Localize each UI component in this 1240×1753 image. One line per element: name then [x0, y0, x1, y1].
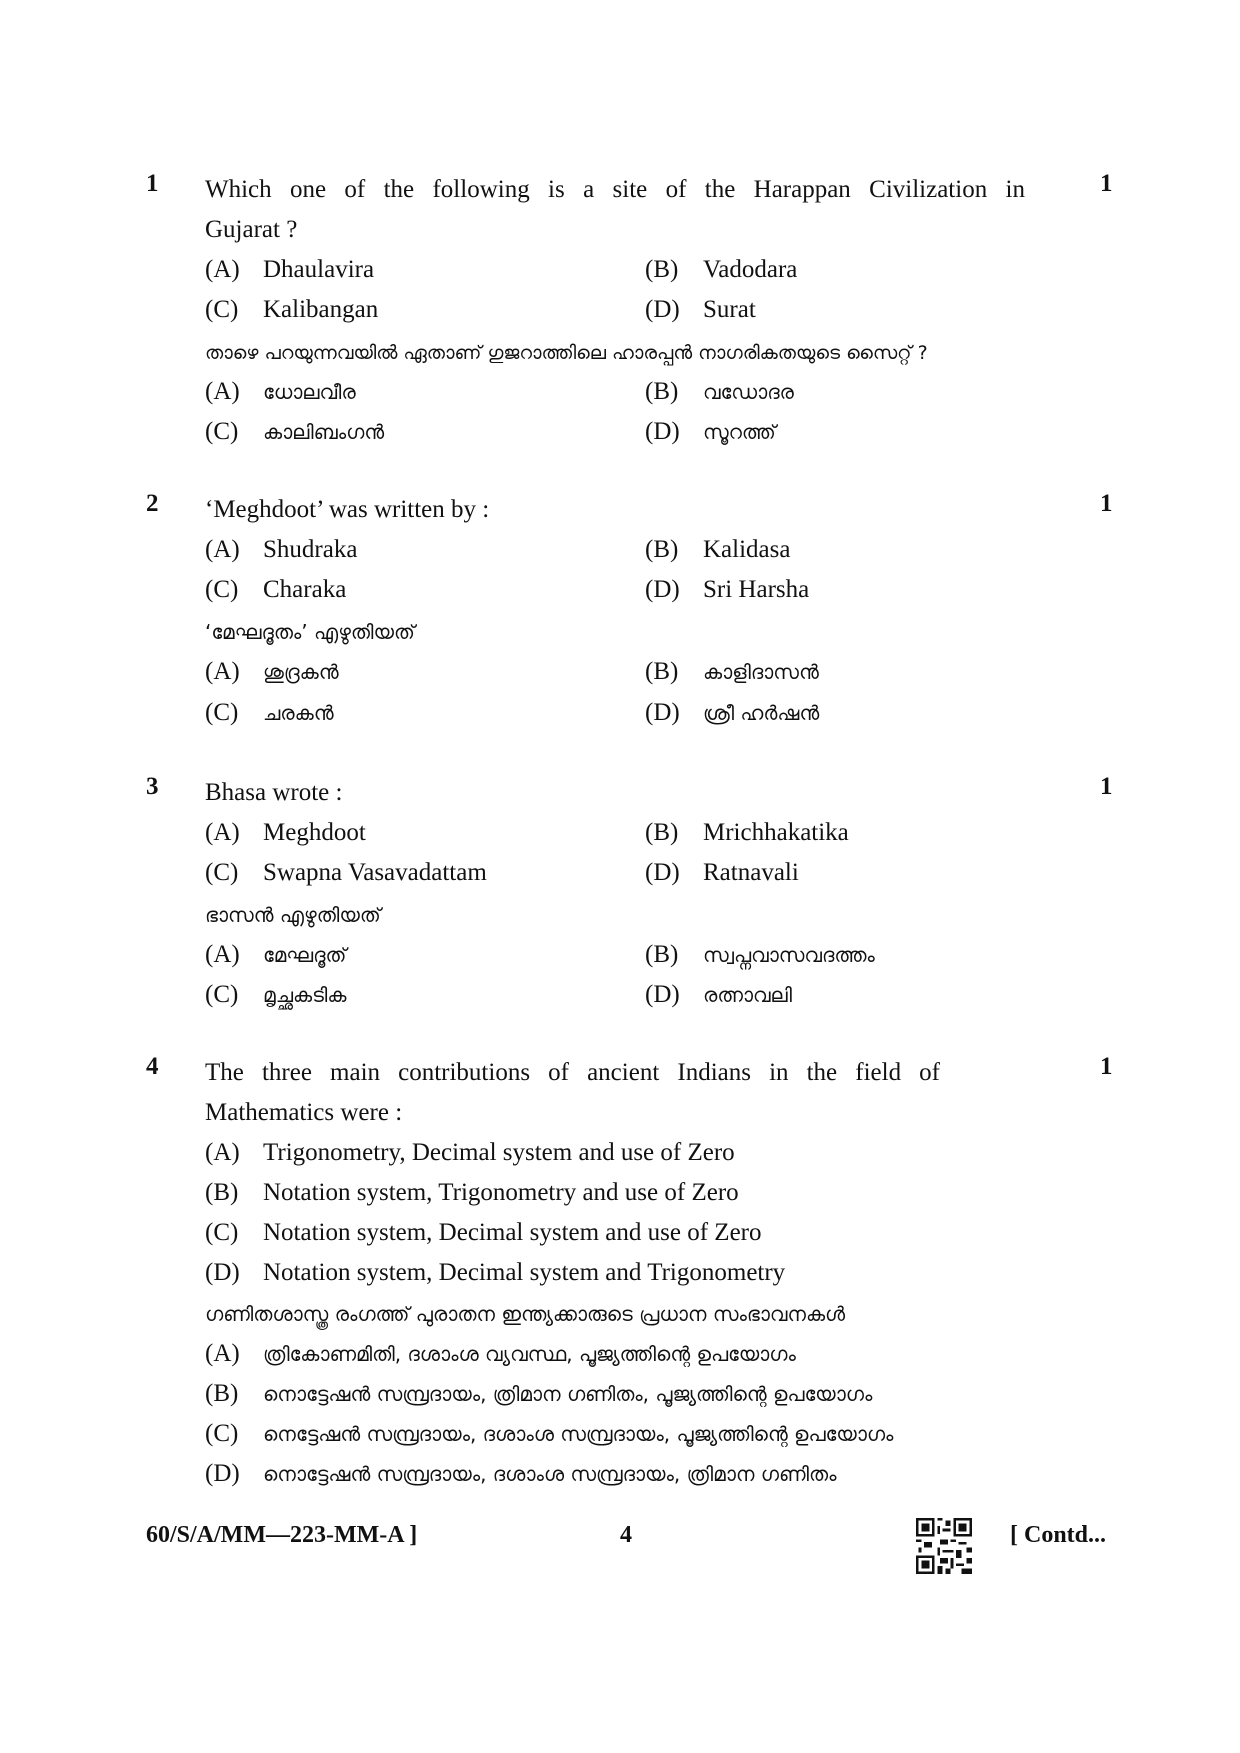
option-text: Mrichhakatika — [703, 819, 849, 846]
ml-option-a — [205, 372, 356, 412]
option-label: (B) — [205, 1179, 239, 1206]
contd-label: [ Contd... — [1010, 1522, 1107, 1548]
option-text: Notation system, Decimal system and Trigonometry — [263, 1259, 786, 1286]
ml-option-a — [205, 652, 339, 692]
option-label: (C) — [205, 1420, 239, 1447]
option-text: Notation system, Decimal system and use of Zero — [263, 1219, 762, 1246]
option-text: കാളിദാസൻ — [703, 660, 819, 684]
option-text: Vadodara — [703, 256, 798, 283]
option-label: (A) — [205, 378, 240, 405]
option-text: മേഘദൂത് — [263, 943, 347, 967]
option-label: (C) — [205, 981, 239, 1008]
option-text: ശുദ്രകൻ — [263, 660, 339, 684]
option-text: Kalidasa — [703, 536, 791, 563]
stem-line: Bhasa wrote : — [205, 779, 343, 806]
option-label: (A) — [205, 1139, 240, 1166]
stem-line: Which one of the following is a site of the Harappan Civilization in — [205, 176, 1025, 203]
option-text: Kalibangan — [263, 296, 379, 323]
option-label: (D) — [205, 1460, 240, 1487]
option-text: നൊട്ടേഷൻ സമ്പ്രദായം, ത്രിമാന ഗണിതം, പൂജ്യത്തിന്റെ ഉപയോഗം — [263, 1382, 873, 1406]
question-marks: 1 — [1100, 170, 1113, 197]
ml-option-c — [205, 693, 334, 733]
option-b — [645, 530, 790, 570]
question-marks: 1 — [1100, 490, 1113, 517]
option-text: Dhaulavira — [263, 256, 375, 283]
option-text: നൊട്ടേഷൻ സമ്പ്രദായം, ദശാംശ സമ്പ്രദായം, ത്രിമാന ഗണിതം — [263, 1462, 837, 1486]
option-a — [205, 530, 357, 570]
option-label: (A) — [205, 819, 240, 846]
option-text: Surat — [703, 296, 756, 323]
option-c — [205, 570, 346, 610]
option-c — [205, 853, 487, 893]
option-label: (A) — [205, 658, 240, 685]
option-label: (B) — [645, 819, 679, 846]
option-text: ധോലവീര — [263, 380, 356, 404]
option-d — [645, 853, 799, 893]
question-stem — [205, 773, 1035, 813]
malayalam-stem: താഴെ പറയുന്നവയിൽ ഏതാണ് ഗുജറാത്തിലെ ഹാരപ്പൻ നാഗരികതയുടെ സൈറ്റ് ? — [205, 342, 928, 364]
option-text: Charaka — [263, 576, 347, 603]
paper-code: 60/S/A/MM—223-MM-A ] — [146, 1522, 418, 1548]
question-stem — [205, 490, 1035, 530]
question-number: 4 — [146, 1053, 159, 1080]
option-label: (A) — [205, 941, 240, 968]
stem-line: ‘Meghdoot’ was written by : — [205, 496, 490, 523]
ml-option-d — [205, 1454, 836, 1494]
option-text: Ratnavali — [703, 859, 799, 886]
option-label: (B) — [205, 1380, 239, 1407]
option-d — [645, 290, 756, 330]
option-label: (C) — [205, 859, 239, 886]
ml-option-b — [645, 652, 819, 692]
option-text: Shudraka — [263, 536, 358, 563]
option-label: (A) — [205, 1340, 240, 1367]
option-label: (B) — [645, 658, 679, 685]
option-label: (A) — [205, 536, 240, 563]
option-label: (B) — [645, 256, 679, 283]
option-label: (A) — [205, 256, 240, 283]
stem-line: The three main contributions of ancient Indians in the field of — [205, 1059, 940, 1086]
qr-code-icon — [916, 1518, 972, 1574]
question-stem — [205, 170, 1025, 250]
option-label: (C) — [205, 576, 239, 603]
option-d — [645, 570, 809, 610]
ml-option-c — [205, 975, 346, 1015]
option-b — [645, 250, 797, 290]
option-text: ചരകൻ — [263, 701, 334, 725]
option-text: നെട്ടേഷൻ സമ്പ്രദായം, ദശാംശ സമ്പ്രദായം, പൂജ്യത്തിന്റെ ഉപയോഗം — [263, 1422, 894, 1446]
ml-option-b — [645, 935, 875, 975]
ml-option-d — [645, 412, 776, 452]
option-text: കാലിബംഗൻ — [263, 420, 385, 444]
option-text: Swapna Vasavadattam — [263, 859, 487, 886]
option-a — [205, 1133, 735, 1173]
option-label: (D) — [645, 981, 680, 1008]
ml-option-c — [205, 412, 384, 452]
ml-option-b — [645, 372, 794, 412]
option-label: (D) — [645, 699, 680, 726]
question-stem — [205, 1053, 940, 1133]
option-label: (D) — [645, 296, 680, 323]
option-a — [205, 250, 374, 290]
question-number: 3 — [146, 773, 159, 800]
question-number: 2 — [146, 490, 159, 517]
option-label: (B) — [645, 536, 679, 563]
option-c — [205, 1213, 762, 1253]
option-text: Meghdoot — [263, 819, 366, 846]
page-number: 4 — [620, 1522, 632, 1548]
ml-option-c — [205, 1414, 893, 1454]
ml-option-a — [205, 935, 346, 975]
option-label: (C) — [205, 296, 239, 323]
option-label: (C) — [205, 699, 239, 726]
ml-option-d — [645, 975, 792, 1015]
ml-option-d — [645, 693, 819, 733]
option-text: Trigonometry, Decimal system and use of Zero — [263, 1139, 735, 1166]
stem-line: Gujarat ? — [205, 216, 298, 243]
question-marks: 1 — [1100, 773, 1113, 800]
option-text: സ്വപ്നവാസവദത്തം — [703, 943, 875, 967]
option-label: (D) — [205, 1259, 240, 1286]
ml-option-a — [205, 1334, 796, 1374]
malayalam-stem: ഭാസൻ എഴുതിയത് — [205, 903, 381, 927]
option-b — [645, 813, 849, 853]
option-text: വഡോദര — [703, 380, 794, 404]
option-text: Sri Harsha — [703, 576, 810, 603]
option-label: (D) — [645, 418, 680, 445]
malayalam-stem: ഗണിതശാസ്ത്ര രംഗത്ത് പുരാതന ഇന്ത്യക്കാരുടെ പ്രധാന സംഭാവനകൾ — [205, 1302, 846, 1326]
stem-line: Mathematics were : — [205, 1099, 403, 1126]
option-text: സൂറത്ത് — [703, 420, 776, 444]
option-label: (C) — [205, 418, 239, 445]
option-a — [205, 813, 366, 853]
option-text: ശ്രീ ഹർഷൻ — [703, 701, 820, 725]
option-d — [205, 1253, 785, 1293]
option-label: (B) — [645, 378, 679, 405]
option-label: (B) — [645, 941, 679, 968]
option-b — [205, 1173, 739, 1213]
malayalam-stem: ‘മേഘദൂതം’ എഴുതിയത് — [205, 620, 415, 644]
option-label: (D) — [645, 576, 680, 603]
ml-option-b — [205, 1374, 872, 1414]
option-label: (C) — [205, 1219, 239, 1246]
option-text: Notation system, Trigonometry and use of Zero — [263, 1179, 739, 1206]
question-number: 1 — [146, 170, 159, 197]
option-text: ത്രികോണമിതി, ദശാംശ വ്യവസ്ഥ, പൂജ്യത്തിന്റെ ഉപയോഗം — [263, 1342, 796, 1366]
option-c — [205, 290, 378, 330]
option-label: (D) — [645, 859, 680, 886]
option-text: രത്നാവലി — [703, 983, 792, 1007]
option-text: മൃച്ഛകടിക — [263, 983, 347, 1007]
question-marks: 1 — [1100, 1053, 1113, 1080]
